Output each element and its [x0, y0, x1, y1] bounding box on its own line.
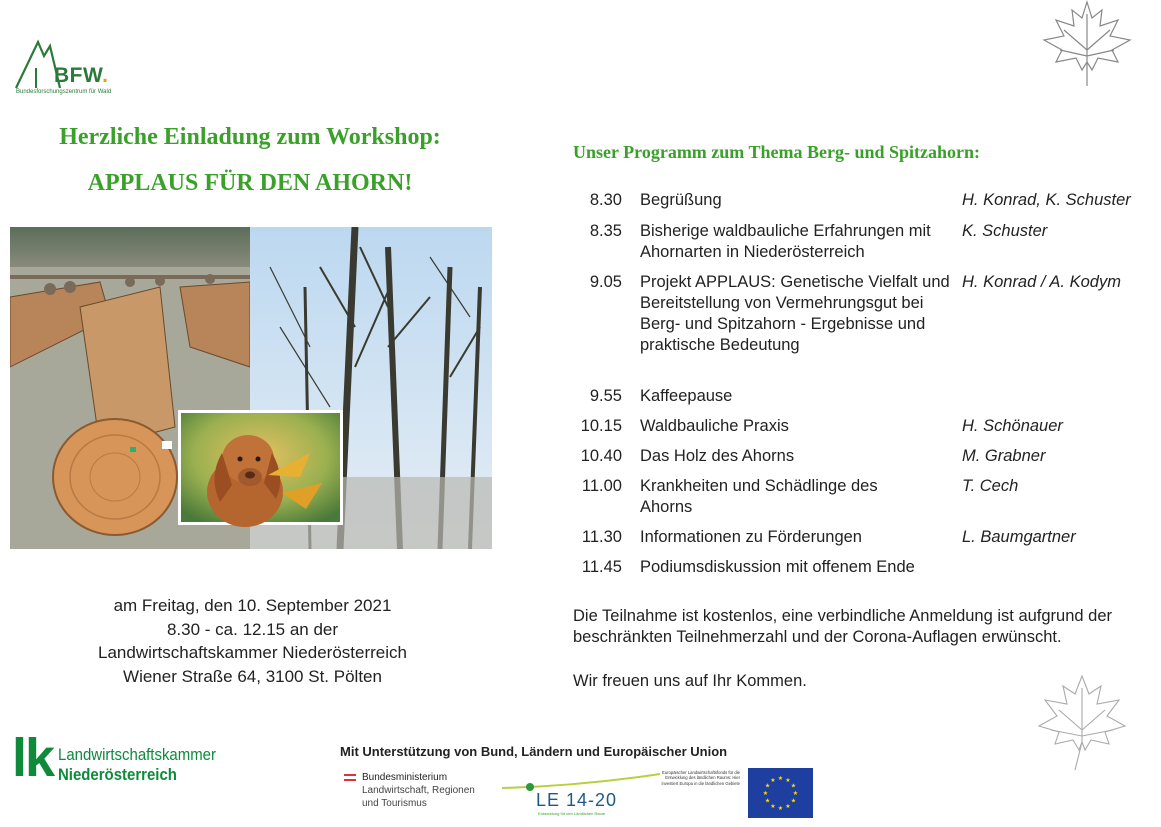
programme-topic: Bisherige waldbauliche Erfahrungen mit Ahornarten in Niederösterreich: [640, 222, 931, 261]
eu-flag-icon: [748, 768, 813, 818]
eu-star-icon: ★: [764, 783, 771, 790]
programme-topic: Kaffeepause: [640, 387, 733, 405]
programme-topic: Podiumsdiskussion mit offenem Ende: [640, 558, 915, 576]
programme-topic: Begrüßung: [640, 191, 722, 209]
ministry-logo: [344, 772, 514, 820]
maple-leaf-icon: [1035, 672, 1130, 772]
programme-speaker: T. Cech: [962, 477, 1019, 495]
workshop-name: APPLAUS FÜR DEN AHORN!: [87, 170, 413, 196]
programme-speaker: K. Schuster: [962, 222, 1048, 240]
le-14-20-text: LE 14-20: [536, 790, 618, 810]
bfw-wordmark: BFW.: [54, 64, 109, 87]
eu-star-icon: ★: [785, 778, 791, 785]
programme-speaker: H. Konrad / A. Kodym: [962, 273, 1121, 291]
programme-speaker: H. Konrad, K. Schuster: [962, 191, 1131, 209]
eu-star-icon: ★: [785, 803, 791, 810]
eu-star-icon: ★: [790, 798, 797, 805]
programme-topic: Krankheiten und Schädlinge des Ahorns: [640, 477, 878, 516]
le-14-20-logo: [500, 772, 665, 820]
lk-logo-letters: lk: [12, 728, 54, 788]
lk-logo-name: Landwirtschaftskammer: [58, 745, 216, 764]
invitation-title: Herzliche Einladung zum Workshop:: [59, 124, 441, 150]
programme-topic: Das Holz des Ahorns: [640, 447, 795, 465]
closing-line: Wir freuen uns auf Ihr Kommen.: [573, 672, 807, 690]
le-swoosh-icon: [500, 772, 665, 792]
eu-fund-text: Europäischer Landwirtschaftsfonds für die Entwicklung des ländlichen Raums: Hier investiert Europa in die ländlichen Gebiete: [661, 770, 740, 786]
ministry-name: Bundesministerium: [362, 772, 448, 783]
programme-time: 9.55: [589, 387, 622, 405]
programme-topic: Projekt APPLAUS: Genetische Vielfalt und Bereitstellung von Vermehrungsgut bei Berg- und Spitzahorn - Ergebnisse und praktische Bedeutung: [640, 273, 950, 354]
eu-star-icon: ★: [777, 776, 784, 782]
event-info: [0, 594, 505, 688]
eu-star-icon: ★: [762, 791, 769, 797]
bfw-subtitle: Bundesforschungszentrum für Wald: [16, 89, 112, 95]
ministry-name-line3: und Tourismus: [362, 798, 427, 809]
maple-leaf-icon: [1040, 0, 1135, 88]
programme-time: 8.30: [589, 191, 622, 209]
programme-speaker: H. Schönauer: [962, 417, 1063, 435]
eu-star-icon: ★: [792, 791, 799, 797]
programme-time: 11.00: [581, 477, 622, 495]
bfw-logo: [14, 38, 154, 100]
support-title: Mit Unterstützung von Bund, Ländern und Europäischer Union: [340, 744, 728, 759]
eu-star-icon: ★: [764, 798, 771, 805]
programme-time: 9.05: [589, 273, 622, 291]
ministry-name-line2: Landwirtschaft, Regionen: [362, 785, 475, 796]
eu-star-icon: ★: [770, 803, 776, 810]
registration-note: Die Teilnahme ist kostenlos, eine verbindliche Anmeldung ist aufgrund der beschränkten Teilnehmerzahl und der Corona-Auflagen erwünscht.: [573, 607, 1113, 646]
lk-logo: [12, 728, 222, 793]
event-address: Wiener Straße 64, 3100 St. Pölten: [123, 666, 382, 686]
austria-flag-icon: [344, 774, 356, 781]
programme-speaker: L. Baumgartner: [962, 528, 1076, 546]
eu-star-icon: ★: [770, 778, 776, 785]
le-14-20-subtitle: Entwicklung für den Ländlichen Raum: [538, 811, 606, 816]
programme-topic: Informationen zu Förderungen: [640, 528, 862, 546]
programme-speaker: M. Grabner: [962, 447, 1046, 465]
programme-title: Unser Programm zum Thema Berg- und Spitzahorn:: [573, 142, 980, 162]
programme-time: 8.35: [589, 222, 622, 240]
workshop-photo: [10, 227, 492, 549]
programme-time: 11.45: [581, 558, 622, 576]
lk-logo-region: Niederösterreich: [58, 765, 177, 784]
eu-star-icon: ★: [777, 806, 784, 812]
eu-star-icon: ★: [790, 783, 797, 790]
programme-time: 10.15: [580, 417, 622, 435]
programme-time: 11.30: [581, 528, 622, 546]
event-venue: Landwirtschaftskammer Niederösterreich: [98, 643, 407, 662]
programme-topic: Waldbauliche Praxis: [640, 417, 789, 435]
event-time: 8.30 - ca. 12.15 an der: [166, 619, 339, 639]
event-date: am Freitag, den 10. September 2021: [113, 596, 392, 615]
programme-time: 10.40: [580, 447, 622, 465]
